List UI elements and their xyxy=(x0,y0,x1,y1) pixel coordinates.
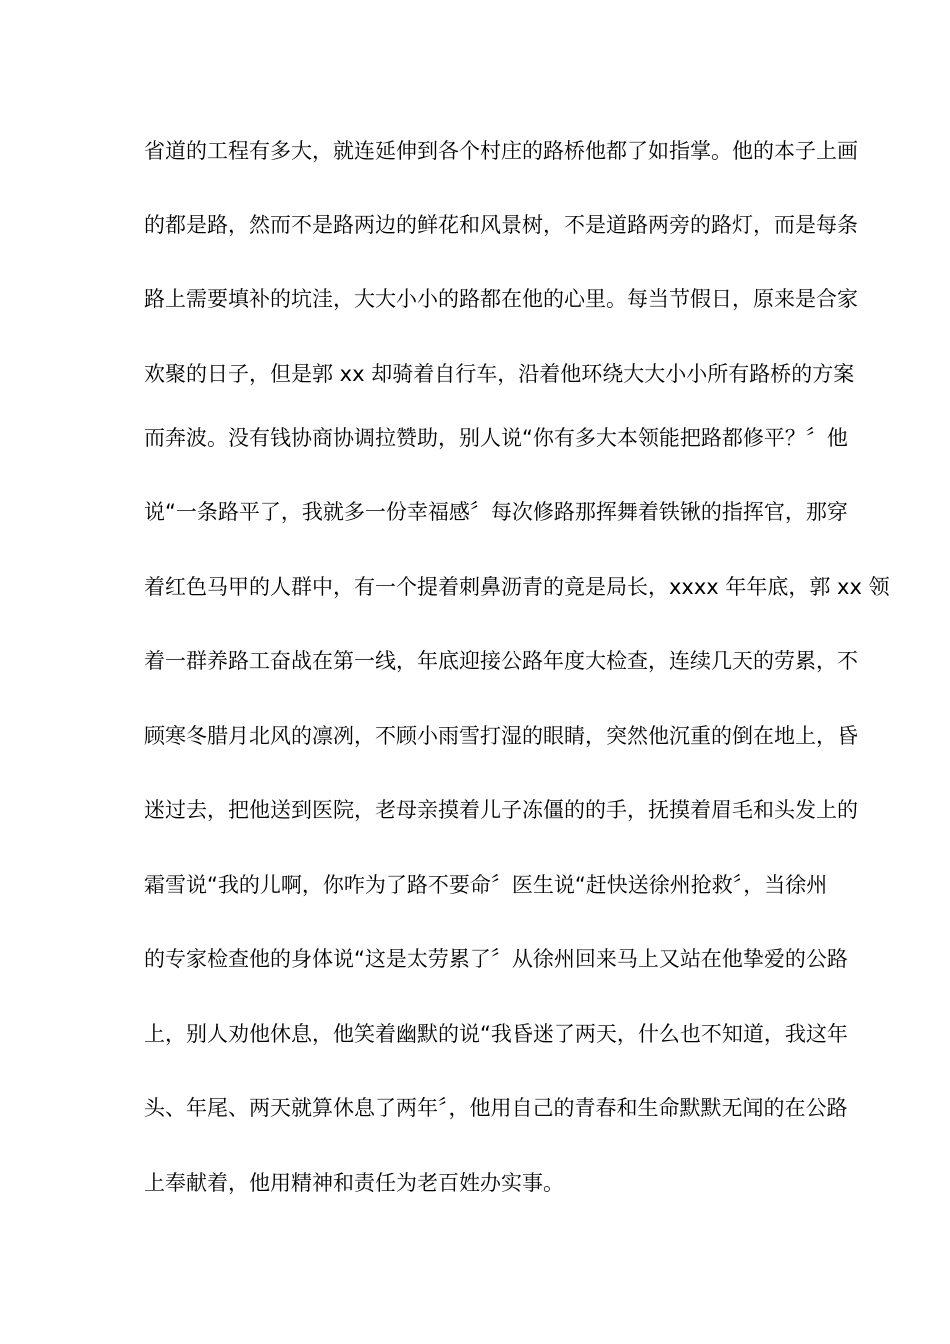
paragraph-line: 路上需要填补的坑洼，大大小小的路都在他的心里。每当节假日，原来是合家 xyxy=(144,287,858,311)
paragraph-line: 上，别人劝他休息，他笑着幽默的说“我昏迷了两天，什么也不知道，我这年 xyxy=(144,1022,848,1046)
paragraph-line: 头、年尾、两天就算休息了两年〞，他用自己的青春和生命默默无闻的在公路 xyxy=(144,1096,848,1120)
paragraph-line: 欢聚的日子，但是郭 xx 却骑着自行车，沿着他环绕大大小小所有路桥的方案 xyxy=(144,362,855,386)
paragraph-line: 上奉献着，他用精神和责任为老百姓办实事。 xyxy=(144,1171,564,1195)
paragraph-line: 顾寒冬腊月北风的凛冽，不顾小雨雪打湿的眼睛，突然他沉重的倒在地上，昏 xyxy=(144,724,858,748)
paragraph-line: 而奔波。没有钱协商协调拉赞助，别人说“你有多大本领能把路都修平？〞他 xyxy=(144,426,848,450)
paragraph-line: 的专家检查他的身体说“这是太劳累了〞从徐州回来马上又站在他挚爱的公路 xyxy=(144,947,848,971)
paragraph-line: 霜雪说“我的儿啊，你咋为了路不要命〞医生说“赶快送徐州抢救〞，当徐州 xyxy=(144,873,828,897)
paragraph-line: 的都是路，然而不是路两边的鲜花和风景树，不是道路两旁的路灯，而是每条 xyxy=(144,213,858,237)
paragraph-line: 着一群养路工奋战在第一线，年底迎接公路年度大检查，连续几天的劳累，不 xyxy=(144,649,858,673)
paragraph-line: 着红色马甲的人群中，有一个提着刺鼻沥青的竟是局长，xxxx 年年底，郭 xx 领 xyxy=(144,575,890,599)
paragraph-line: 省道的工程有多大，就连延伸到各个村庄的路桥他都了如指掌。他的本子上画 xyxy=(144,139,858,163)
paragraph-line: 说“一条路平了，我就多一份幸福感〞每次修路那挥舞着铁锹的指挥官，那穿 xyxy=(144,500,848,524)
paragraph-line: 迷过去，把他送到医院，老母亲摸着儿子冻僵的的手，抚摸着眉毛和头发上的 xyxy=(144,798,858,822)
